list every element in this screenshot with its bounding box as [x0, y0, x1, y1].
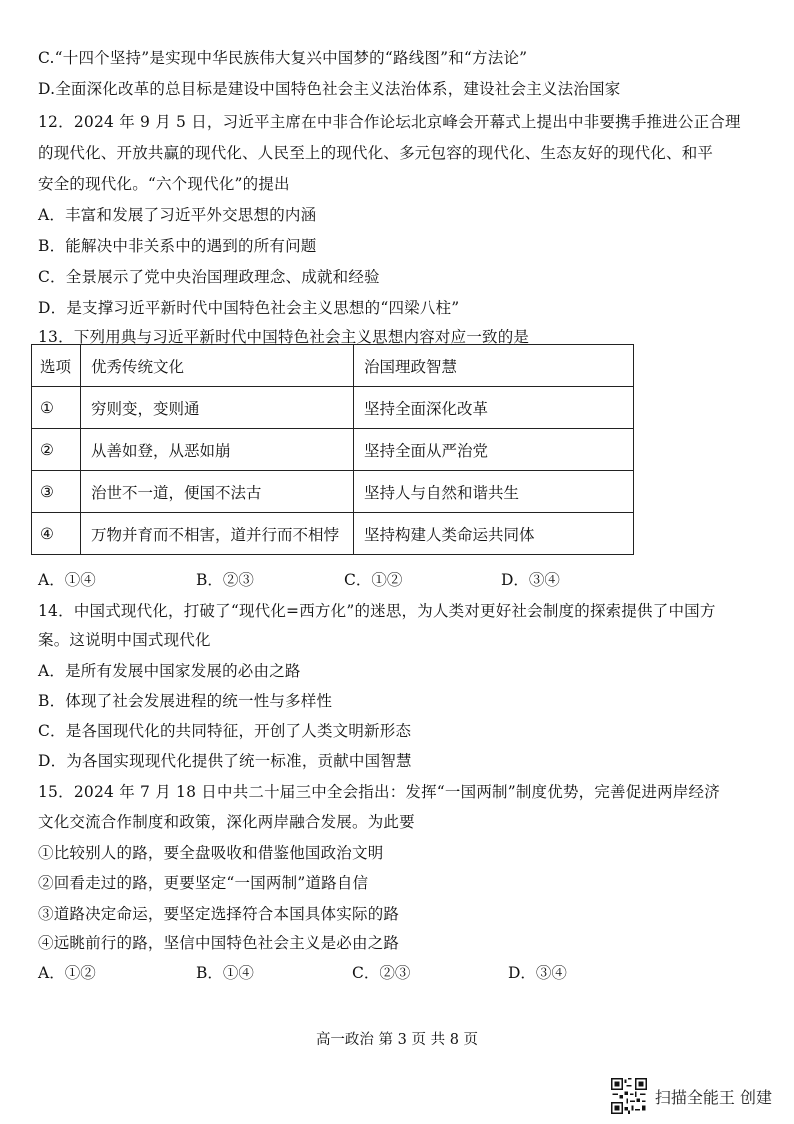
table-cell: 穷则变，变则通 — [81, 387, 354, 429]
q12-stem-line-3: 安全的现代化。“六个现代化”的提出 — [38, 175, 290, 193]
table-cell: ③ — [32, 471, 81, 513]
qr-code-icon — [611, 1078, 647, 1114]
q12-option-c: C．全景展示了党中央治国理政理念、成就和经验 — [38, 268, 380, 286]
table-cell: 从善如登，从恶如崩 — [81, 429, 354, 471]
q15-option-c: C．②③ — [352, 964, 411, 982]
q15-statement-3: ③道路决定命运，要坚定选择符合本国具体实际的路 — [38, 905, 400, 923]
q13-options — [38, 568, 738, 592]
q15-statement-1: ①比较别人的路，要全盘吸收和借鉴他国政治文明 — [38, 844, 384, 862]
q12-option-b: B．能解决中非关系中的遇到的所有问题 — [38, 237, 317, 255]
q12-stem-line-2: 的现代化、开放共赢的现代化、人民至上的现代化、多元包容的现代化、生态友好的现代化、和平 — [38, 144, 714, 162]
table-cell: 治世不一道，便国不法古 — [81, 471, 354, 513]
q15-stem-line-2: 文化交流合作制度和政策，深化两岸融合发展。为此要 — [38, 813, 415, 831]
table-row — [32, 387, 634, 429]
table-cell: ② — [32, 429, 81, 471]
q15-option-a: A．①② — [38, 964, 96, 982]
table-header-cell: 选项 — [32, 345, 81, 387]
q13-option-a: A．①④ — [38, 571, 96, 589]
q15-statement-2: ②回看走过的路，更要坚定“一国两制”道路自信 — [38, 874, 369, 892]
table-cell: ④ — [32, 513, 81, 555]
q15-stem-line-1: 15．2024 年 7 月 18 日中共二十届三中全会指出：发挥“一国两制”制度优势，完善促进两岸经济 — [38, 783, 720, 801]
table-header-cell: 优秀传统文化 — [81, 345, 354, 387]
table-cell: 坚持全面深化改革 — [354, 387, 634, 429]
q14-option-c: C．是各国现代化的共同特征，开创了人类文明新形态 — [38, 722, 412, 740]
page-footer: 高一政治 第 3 页 共 8 页 — [315, 1032, 479, 1048]
q15-option-d: D．③④ — [508, 964, 567, 982]
table-cell: 万物并育而不相害，道并行而不相悖 — [81, 513, 354, 555]
q11-option-d: D.全面深化改革的总目标是建设中国特色社会主义法治体系，建设社会主义法治国家 — [38, 80, 621, 98]
q13-table — [31, 344, 634, 555]
q15-statement-4: ④远眺前行的路，坚信中国特色社会主义是必由之路 — [38, 934, 400, 952]
q11-option-c: C.“十四个坚持”是实现中华民族伟大复兴中国梦的“路线图”和“方法论” — [38, 49, 528, 67]
scanner-watermark — [611, 1078, 772, 1114]
table-cell: 坚持全面从严治党 — [354, 429, 634, 471]
table-cell: 坚持构建人类命运共同体 — [354, 513, 634, 555]
table-row — [32, 513, 634, 555]
table-cell: 坚持人与自然和谐共生 — [354, 471, 634, 513]
q12-option-a: A．丰富和发展了习近平外交思想的内涵 — [38, 206, 317, 224]
q14-stem-line-1: 14．中国式现代化，打破了“现代化=西方化”的迷思，为人类对更好社会制度的探索提供了中国方 — [38, 602, 716, 620]
table-header-cell: 治国理政智慧 — [354, 345, 634, 387]
table-row — [32, 429, 634, 471]
q15-options — [38, 961, 738, 985]
q13-stem: 13．下列用典与习近平新时代中国特色社会主义思想内容对应一致的是 — [38, 328, 530, 346]
q13-option-d: D．③④ — [501, 571, 560, 589]
table-header-row — [32, 345, 634, 387]
scanner-watermark-label: 扫描全能王 创建 — [654, 1087, 772, 1107]
table-row — [32, 471, 634, 513]
q15-option-b: B．①④ — [196, 964, 254, 982]
q14-stem-line-2: 案。这说明中国式现代化 — [38, 631, 211, 649]
q14-option-d: D．为各国实现现代化提供了统一标准，贡献中国智慧 — [38, 752, 412, 770]
q13-option-c: C．①② — [344, 571, 403, 589]
q14-option-a: A．是所有发展中国家发展的必由之路 — [38, 662, 301, 680]
q12-stem-line-1: 12．2024 年 9 月 5 日，习近平主席在中非合作论坛北京峰会开幕式上提出中非要携手推进公正合理 — [38, 113, 741, 131]
q14-option-b: B．体现了社会发展进程的统一性与多样性 — [38, 692, 333, 710]
table-cell: ① — [32, 387, 81, 429]
q13-option-b: B．②③ — [196, 571, 254, 589]
q12-option-d: D．是支撑习近平新时代中国特色社会主义思想的“四梁八柱” — [38, 299, 460, 317]
